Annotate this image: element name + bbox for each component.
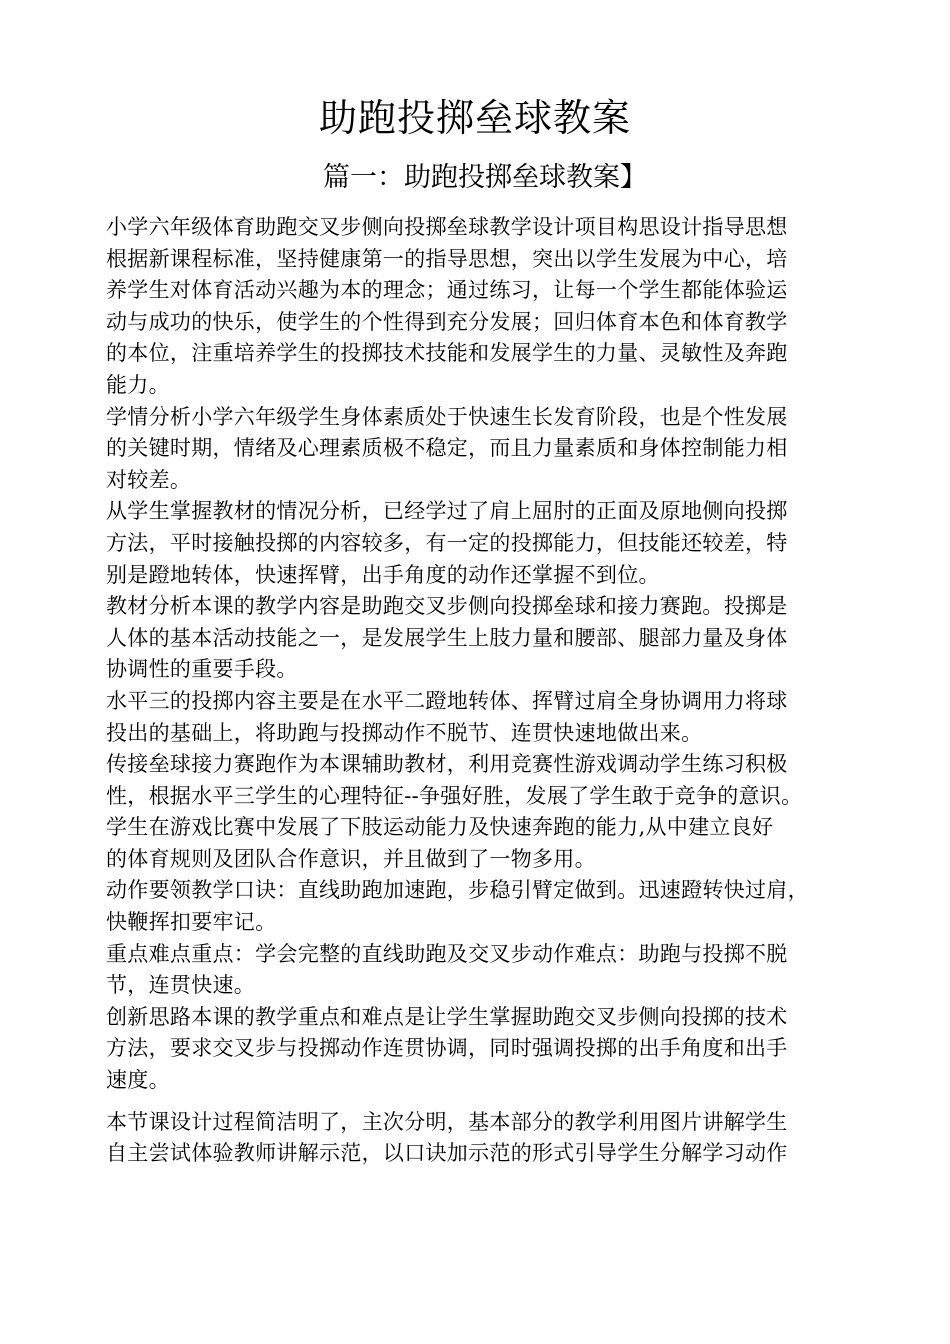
paragraph [106, 402, 866, 497]
paragraph-line: 性，根据水平三学生的心理特征--争强好胜，发展了学生敢于竞争的意识。 [106, 783, 803, 808]
paragraph [106, 939, 866, 1002]
paragraph-line: 动作要领教学口诀：直线助跑加速跑，步稳引臂定做到。迅速蹬转快过肩， [106, 878, 809, 903]
paragraph-line: 的关键时期，情绪及心理素质极不稳定，而且力量素质和身体控制能力相 [106, 436, 788, 461]
paragraph [106, 875, 866, 938]
paragraph [106, 1107, 866, 1170]
document-subtitle: 篇一：助跑投掷垒球教案】 [323, 162, 647, 193]
paragraph-line: 协调性的重要手段。 [106, 657, 298, 682]
paragraph-line: 重点难点重点：学会完整的直线助跑及交叉步动作难点：助跑与投掷不脱 [106, 941, 788, 966]
paragraph-line: 传接垒球接力赛跑作为本课辅助教材，利用竞赛性游戏调动学生练习积极 [106, 752, 788, 777]
paragraph-line: 速度。 [106, 1068, 170, 1093]
paragraph-line: 方法，平时接触投掷的内容较多，有一定的投掷能力，但技能还较差，特 [106, 530, 788, 555]
paragraph-line: 的本位，注重培养学生的投掷技术技能和发展学生的力量、灵敏性及奔跑 [106, 341, 788, 366]
paragraph-line: 快鞭挥扣要牢记。 [106, 910, 277, 935]
paragraph-line: 的体育规则及团队合作意识，并且做到了一物多用。 [106, 846, 596, 871]
document-title: 助跑投掷垒球教案 [318, 96, 631, 140]
paragraph-line: 创新思路本课的教学重点和难点是让学生掌握助跑交叉步侧向投掷的技术 [106, 1004, 788, 1029]
paragraph [106, 212, 866, 402]
paragraph-line: 自主尝试体验教师讲解示范，以口诀加示范的形式引导学生分解学习动作 [106, 1141, 788, 1166]
paragraph [106, 1002, 866, 1097]
paragraph-line: 小学六年级体育助跑交叉步侧向投掷垒球教学设计项目构思设计指导思想 [106, 215, 788, 239]
paragraph-line: 学情分析小学六年级学生身体素质处于快速生长发育阶段，也是个性发展 [106, 404, 788, 429]
paragraph [106, 686, 866, 749]
paragraph-line: 根据新课程标准，坚持健康第一的指导思想，突出以学生发展为中心，培 [106, 246, 788, 271]
paragraph [106, 496, 866, 591]
paragraph-line: 养学生对体育活动兴趣为本的理念；通过练习，让每一个学生都能体验运 [106, 278, 788, 303]
document-body [106, 212, 866, 1170]
paragraph [106, 591, 866, 686]
paragraph-line: 动与成功的快乐，使学生的个性得到充分发展；回归体育本色和体育教学 [106, 309, 788, 334]
paragraph-line: 本节课设计过程简洁明了，主次分明，基本部分的教学利用图片讲解学生 [106, 1109, 788, 1134]
paragraph [106, 749, 866, 875]
paragraph-line: 对较差。 [106, 467, 192, 492]
paragraph-line: 节，连贯快速。 [106, 973, 256, 998]
paragraph-line: 从学生掌握教材的情况分析，已经学过了肩上屈肘的正面及原地侧向投掷 [106, 499, 788, 524]
paragraph-line: 水平三的投掷内容主要是在水平二蹬地转体、挥臂过肩全身协调用力将球 [106, 688, 788, 713]
paragraph-line: 投出的基础上，将助跑与投掷动作不脱节、连贯快速地做出来。 [106, 720, 703, 745]
paragraph-line: 别是蹬地转体，快速挥臂，出手角度的动作还掌握不到位。 [106, 562, 660, 587]
paragraph-line: 人体的基本活动技能之一，是发展学生上肢力量和腰部、腿部力量及身体 [106, 625, 788, 650]
paragraph-line: 学生在游戏比赛中发展了下肢运动能力及快速奔跑的能力,从中建立良好 [106, 815, 774, 840]
paragraph-line: 方法，要求交叉步与投掷动作连贯协调，同时强调投掷的出手角度和出手 [106, 1036, 788, 1061]
paragraph-line: 能力。 [106, 372, 170, 397]
paragraph-line: 教材分析本课的教学内容是助跑交叉步侧向投掷垒球和接力赛跑。投掷是 [106, 594, 788, 619]
